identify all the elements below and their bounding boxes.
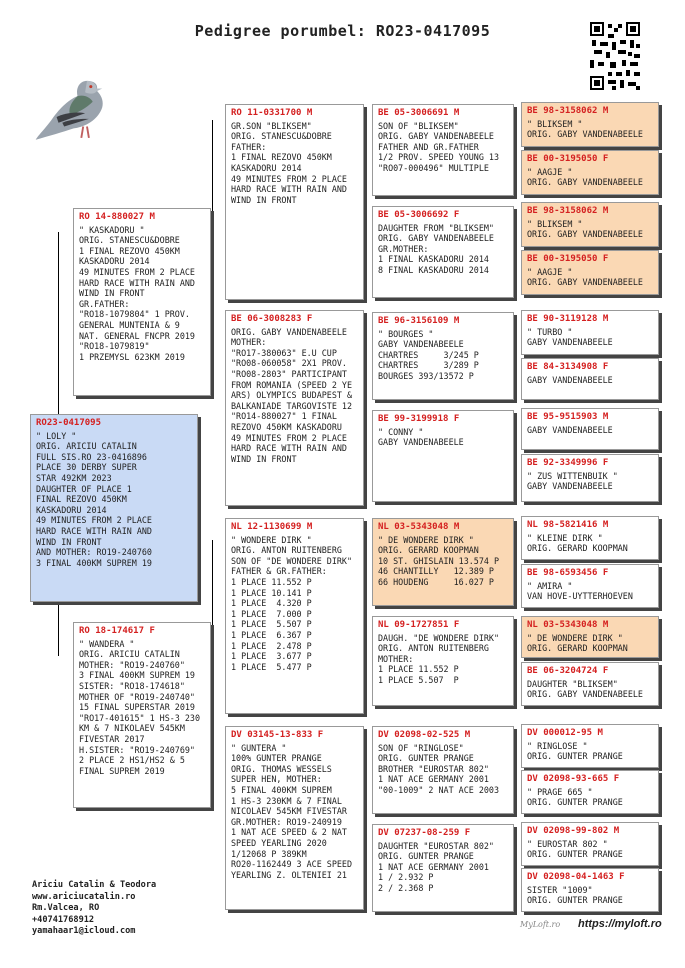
- g5-card: [521, 616, 659, 658]
- g5-card: [521, 358, 659, 400]
- g5-details: " PRAGE 665 " ORIG. GUNTER PRANGE: [527, 786, 623, 808]
- g5-details: " AAGJE " ORIG. GABY VANDENABEELE: [527, 166, 643, 188]
- owner-city: Rm.Valcea, RO: [32, 903, 100, 914]
- g5-ring-id: DV 000012-95 M: [527, 728, 603, 738]
- great-grandparent-details: DAUGHTER "EUROSTAR 802" ORIG. GUNTER PRANGE 1 NAT ACE GERMANY 2001 1 / 2.932 P 2 / 2.368 P: [378, 840, 494, 893]
- g5-card: [521, 564, 659, 608]
- grandparent-ring-id: RO 11-0331700 M: [231, 108, 313, 118]
- brand-url[interactable]: https://myloft.ro: [578, 918, 662, 930]
- great-grandparent-details: DAUGH. "DE WONDERE DIRK" ORIG. ANTON RUITENBERG MOTHER: 1 PLACE 11.552 P 1 PLACE 5.507 P: [378, 632, 500, 685]
- g5-ring-id: DV 02098-93-665 F: [527, 774, 620, 784]
- great-grandparent-details: " BOURGES " GABY VANDENABEELE CHARTRES 3/245 P CHARTRES 3/289 P BOURGES 393/13572 P: [378, 328, 479, 381]
- g5-card: [521, 822, 659, 866]
- g5-card: [521, 102, 659, 147]
- great-grandparent-ring-id: BE 05-3006692 F: [378, 210, 460, 220]
- great-grandparent-ring-id: BE 05-3006691 M: [378, 108, 460, 118]
- great-grandparent-details: " CONNY " GABY VANDENABEELE: [378, 426, 464, 448]
- great-grandparent-card: [372, 726, 514, 814]
- g5-ring-id: BE 84-3134908 F: [527, 362, 609, 372]
- great-grandparent-card: [372, 824, 514, 912]
- great-grandparent-card: [372, 410, 514, 502]
- g5-details: SISTER "1009" ORIG. GUNTER PRANGE: [527, 884, 623, 906]
- g5-details: GABY VANDENABEELE: [527, 424, 613, 435]
- g5-ring-id: BE 06-3204724 F: [527, 666, 609, 676]
- great-grandparent-card: [372, 518, 514, 606]
- grandparent-details: GR.SON "BLIKSEM" ORIG. STANESCU&DOBRE FATHER: 1 FINAL REZOVO 450KM KASKADORU 2014 49 MINUTES FROM 2 PLACE HARD RACE WITH RAIN AND WIND IN FRONT: [231, 120, 347, 205]
- grandparent-card: [225, 726, 364, 910]
- great-grandparent-card: [372, 616, 514, 706]
- pigeon-card: [30, 414, 198, 602]
- owner-email[interactable]: yamahaar1@icloud.com: [32, 926, 136, 937]
- great-grandparent-card: [372, 104, 514, 196]
- g5-details: " BLIKSEM " ORIG. GABY VANDENABEELE: [527, 218, 643, 240]
- great-grandparent-details: SON OF "RINGLOSE" ORIG. GUNTER PRANGE BROTHER "EUROSTAR 802" 1 NAT ACE GERMANY 2001 "00-1009" 2 NAT ACE 2003: [378, 742, 500, 795]
- great-grandparent-ring-id: BE 99-3199918 F: [378, 414, 460, 424]
- great-grandparent-ring-id: DV 02098-02-525 M: [378, 730, 471, 740]
- g5-ring-id: BE 98-3158062 M: [527, 106, 609, 116]
- g5-ring-id: DV 02098-99-802 M: [527, 826, 620, 836]
- page-title: Pedigree porumbel: RO23-0417095: [194, 22, 491, 40]
- great-grandparent-ring-id: NL 03-5343048 M: [378, 522, 460, 532]
- dam-details: " WANDERA " ORIG. ARICIU CATALIN MOTHER: "RO19-240760" 3 FINAL 400KM SUPREM 19 SISTER: "RO18-174618" MOTHER OF "RO19-240740" 15 FINAL SUPERSTAR 2019 "RO17-401615" 1 HS-3 230 KM & 7 NIKOLAEV 545KM FIVESTAR 2017 H.SISTER: "RO19-240769" 2 PLACE 2 HS1/HS2 & 5 FINAL SUPREM 2019: [79, 638, 201, 776]
- g5-ring-id: BE 00-3195050 F: [527, 254, 609, 264]
- g5-ring-id: NL 03-5343048 M: [527, 620, 609, 630]
- great-grandparent-ring-id: NL 09-1727851 F: [378, 620, 460, 630]
- sire-details: " KASKADORU " ORIG. STANESCU&DOBRE 1 FINAL REZOVO 450KM KASKADORU 2014 49 MINUTES FROM 2 PLACE HARD RACE WITH RAIN AND WIND IN FRONT GR.FATHER: "RO18-1079804" 1 PROV. GENERAL MUNTENIA & 9 NAT. GENERAL FNCPR 2019 "RO18-1079819" 1 PRZEMYSL 623KM 2019: [79, 224, 195, 362]
- grandparent-card: [225, 518, 364, 714]
- pigeon-ring-id: RO23-0417095: [36, 418, 102, 428]
- g5-card: [521, 250, 659, 295]
- g5-ring-id: BE 00-3195050 F: [527, 154, 609, 164]
- g5-ring-id: BE 98-3158062 M: [527, 206, 609, 216]
- g5-card: [521, 724, 659, 768]
- g5-details: " KLEINE DIRK " ORIG. GERARD KOOPMAN: [527, 532, 628, 554]
- grandparent-details: ORIG. GABY VANDENABEELE MOTHER: "RO17-380063" E.U CUP "RO08-060058" 2X1 PROV. "RO08-2803" PARTICIPANT FROM ROMANIA (SPEED 2 YE ARS) OLYMPICS BUDAPEST & BALKANIADE TARGOVISTE 12 "RO14-880027" 1 FINAL REZOVO 450KM KASKADORU 49 MINUTES FROM 2 PLACE HARD RACE WITH RAIN AND WIND IN FRONT: [231, 326, 353, 464]
- great-grandparent-ring-id: BE 96-3156109 M: [378, 316, 460, 326]
- grandparent-ring-id: BE 06-3008283 F: [231, 314, 313, 324]
- g5-ring-id: NL 98-5821416 M: [527, 520, 609, 530]
- g5-ring-id: BE 92-3349996 F: [527, 458, 609, 468]
- g5-card: [521, 454, 659, 502]
- dam-ring-id: RO 18-174617 F: [79, 626, 155, 636]
- grandparent-ring-id: NL 12-1130699 M: [231, 522, 313, 532]
- grandparent-ring-id: DV 03145-13-833 F: [231, 730, 324, 740]
- great-grandparent-details: " DE WONDERE DIRK " ORIG. GERARD KOOPMAN 10 ST. GHISLAIN 13.574 P 46 CHANTILLY 12.389 P 66 HOUDENG 16.027 P: [378, 534, 500, 587]
- great-grandparent-card: [372, 312, 514, 400]
- g5-card: [521, 408, 659, 450]
- pigeon-details: " LOLY " ORIG. ARICIU CATALIN FULL SIS.RO 23-0416896 PLACE 30 DERBY SUPER STAR 492KM 2023 DAUGHTER OF PLACE 1 FINAL REZOVO 450KM KASKADORU 2014 49 MINUTES FROM 2 PLACE HARD RACE WITH RAIN AND WIND IN FRONT AND MOTHER: RO19-240760 3 FINAL 400KM SUPREM 19: [36, 430, 152, 568]
- g5-details: " BLIKSEM " ORIG. GABY VANDENABEELE: [527, 118, 643, 140]
- g5-ring-id: BE 95-9515903 M: [527, 412, 609, 422]
- g5-details: " DE WONDERE DIRK " ORIG. GERARD KOOPMAN: [527, 632, 628, 654]
- g5-details: " EUROSTAR 802 " ORIG. GUNTER PRANGE: [527, 838, 623, 860]
- sire-ring-id: RO 14-880027 M: [79, 212, 155, 222]
- g5-card: [521, 310, 659, 355]
- grandparent-details: " WONDERE DIRK " ORIG. ANTON RUITENBERG SON OF "DE WONDERE DIRK" FATHER & GR.FATHER: 1 PLACE 11.552 P 1 PLACE 10.141 P 1 PLACE 4.320 P 1 PLACE 7.000 P 1 PLACE 5.507 P 1 PLACE 6.367 P 1 PLACE 2.478 P 1 PLACE 3.677 P 1 PLACE 5.477 P: [231, 534, 353, 672]
- owner-contact: [32, 880, 156, 938]
- g5-details: " RINGLOSE " ORIG. GUNTER PRANGE: [527, 740, 623, 762]
- g5-card: [521, 868, 659, 912]
- sire-card: [73, 208, 211, 396]
- great-grandparent-details: SON OF "BLIKSEM" ORIG. GABY VANDENABEELE FATHER AND GR.FATHER 1/2 PROV. SPEED YOUNG 13 "RO07-000496" MULTIPLE: [378, 120, 500, 173]
- g5-card: [521, 516, 659, 560]
- qr-code-icon: [590, 22, 640, 90]
- grandparent-card: [225, 310, 364, 506]
- g5-details: " AAGJE " ORIG. GABY VANDENABEELE: [527, 266, 643, 288]
- owner-phone: +40741768912: [32, 914, 95, 925]
- g5-card: [521, 662, 659, 706]
- g5-details: GABY VANDENABEELE: [527, 374, 613, 385]
- g5-ring-id: BE 98-6593456 F: [527, 568, 609, 578]
- dam-card: [73, 622, 211, 808]
- g5-card: [521, 770, 659, 814]
- g5-ring-id: DV 02098-04-1463 F: [527, 872, 625, 882]
- g5-details: " TURBO " GABY VANDENABEELE: [527, 326, 613, 348]
- great-grandparent-details: DAUGHTER FROM "BLIKSEM" ORIG. GABY VANDENABEELE GR.MOTHER: 1 FINAL KASKADORU 2014 8 FINAL KASKADORU 2014: [378, 222, 494, 275]
- g5-card: [521, 202, 659, 247]
- g5-card: [521, 150, 659, 195]
- g5-details: " ZUS WITTENBUIK " GABY VANDENABEELE: [527, 470, 618, 492]
- owner-name: Ariciu Catalin & Teodora: [32, 880, 157, 890]
- owner-website[interactable]: www.ariciucatalin.ro: [32, 891, 136, 902]
- g5-ring-id: BE 90-3119128 M: [527, 314, 609, 324]
- brand-signature: MyLoft.ro: [520, 920, 561, 929]
- great-grandparent-card: [372, 206, 514, 298]
- g5-details: DAUGHTER "BLIKSEM" ORIG. GABY VANDENABEELE: [527, 678, 643, 700]
- pigeon-icon: [30, 60, 125, 155]
- grandparent-details: " GUNTERA " 100% GUNTER PRANGE ORIG. THOMAS WESSELS SUPER HEN, MOTHER: 5 FINAL 400KM SUPREM 1 HS-3 230KM & 7 FINAL NICOLAEV 545KM FIVESTAR GR.MOTHER: RO19-240919 1 NAT ACE SPEED & 2 NAT SPEED YEARLING 2020 1/12068 P 389KM RO20-1162449 3 ACE SPEED YEARLING Z. OLTENIEI 21: [231, 742, 353, 880]
- great-grandparent-ring-id: DV 07237-08-259 F: [378, 828, 471, 838]
- grandparent-card: [225, 104, 364, 300]
- g5-details: " AMIRA " VAN HOVE-UYTTERHOEVEN: [527, 580, 633, 602]
